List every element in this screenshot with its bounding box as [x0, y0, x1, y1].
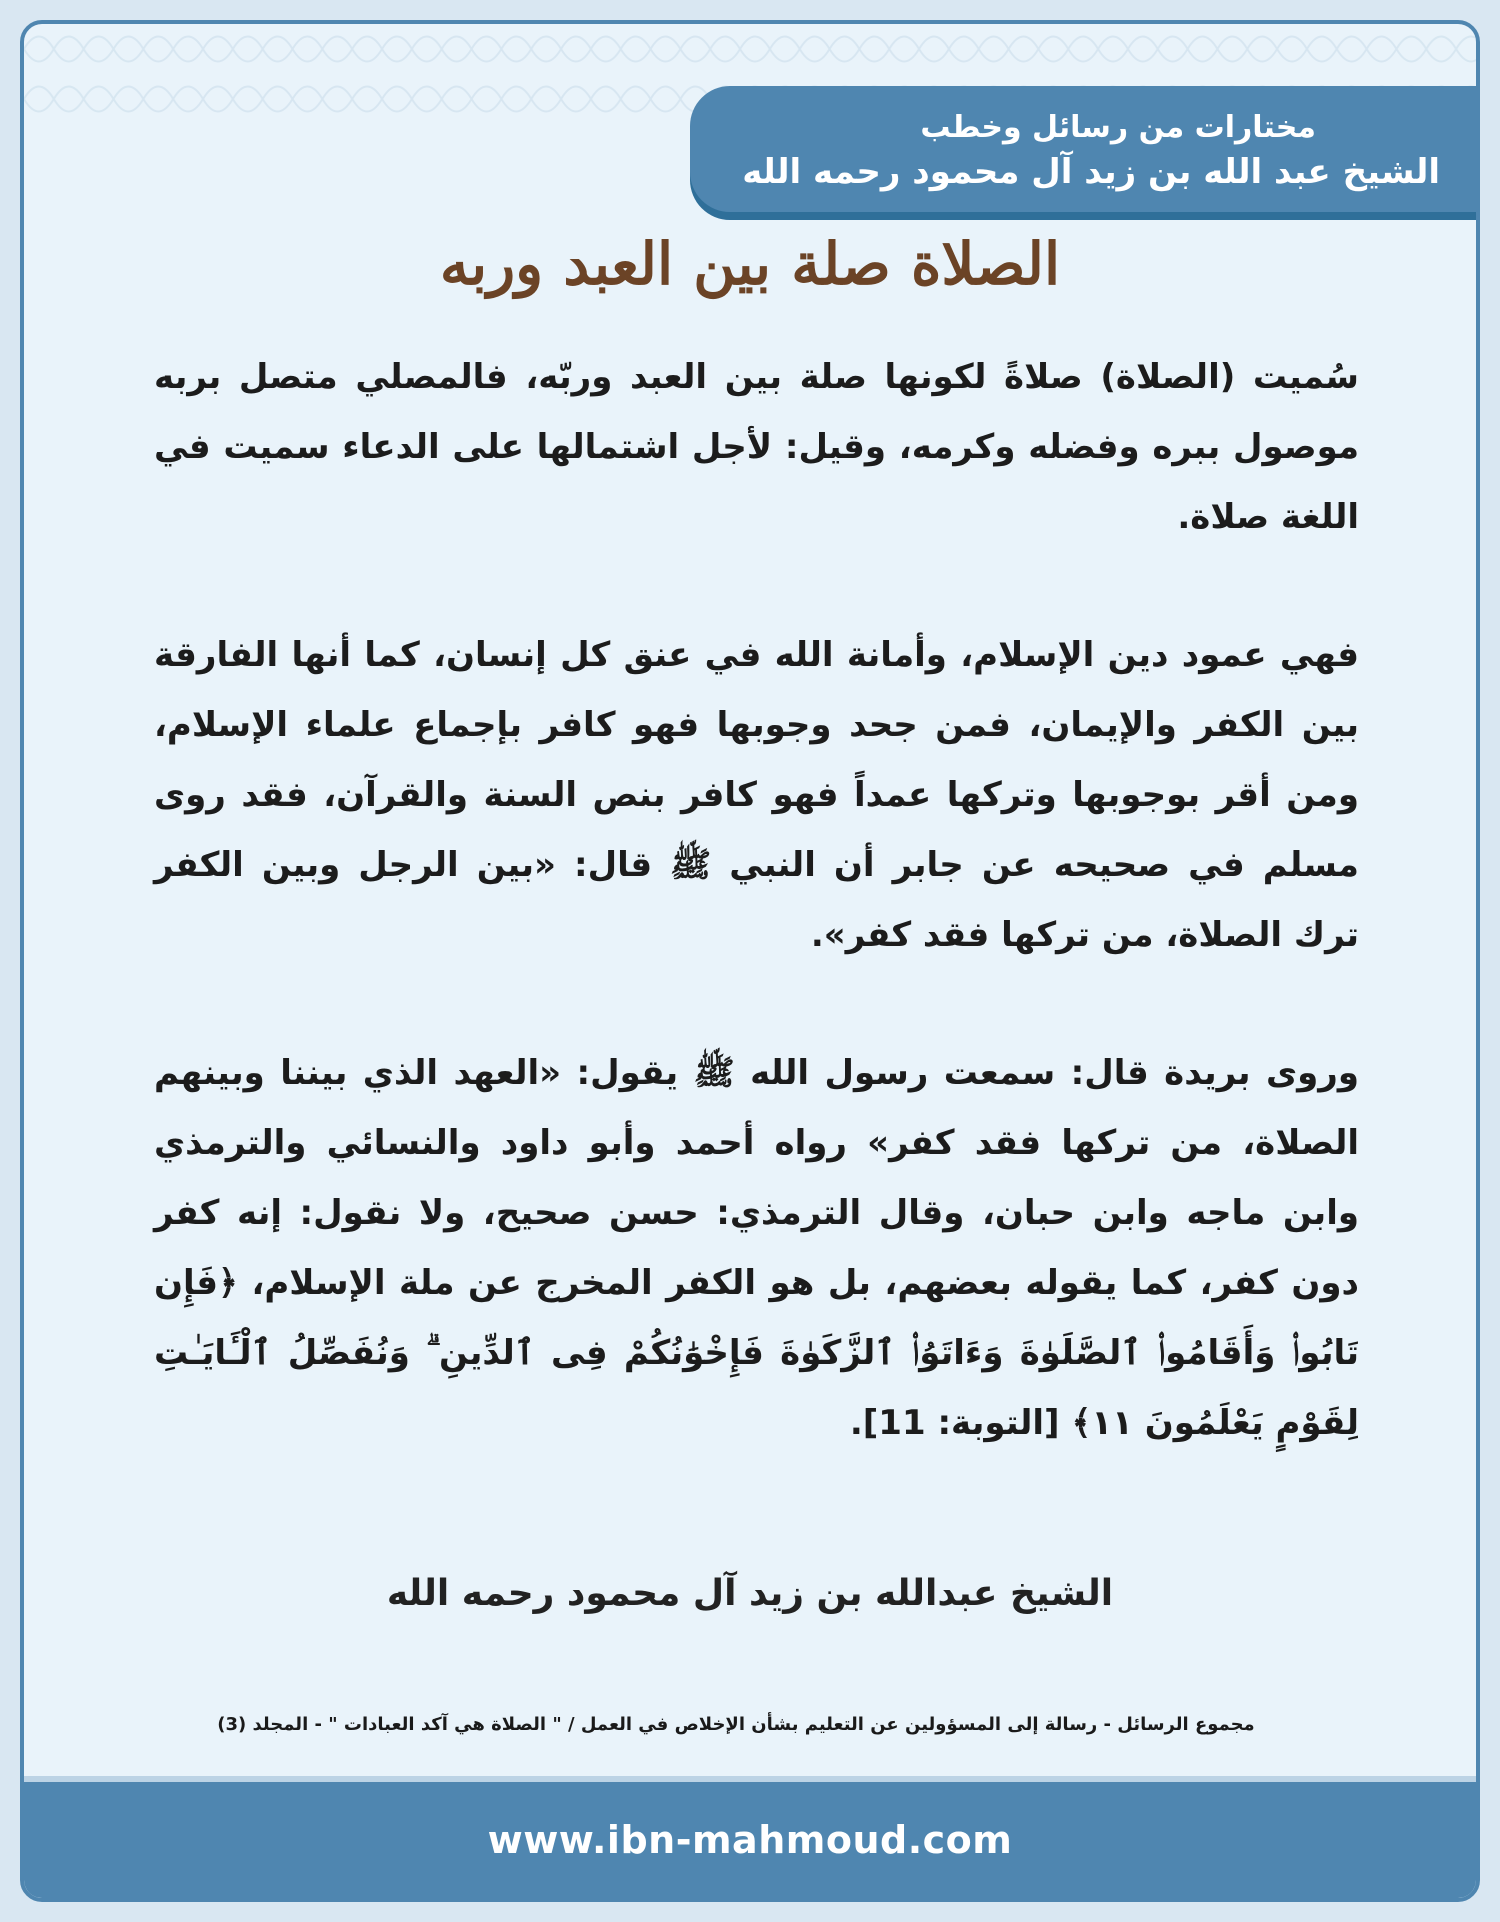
source-citation: مجموع الرسائل - رسالة إلى المسؤولين عن التعليم بشأن الإخلاص في العمل / " الصلاة هي آكد العبادات " - المجلد (3)	[217, 1714, 1255, 1735]
page-frame	[20, 20, 1480, 1902]
article-body	[154, 342, 1359, 1526]
paragraph-1: سُميت (الصلاة) صلاةً لكونها صلة بين العبد وربّه، فالمصلي متصل بربه موصول ببره وفضله وكرمه، وقيل: لأجل اشتمالها على الدعاء سميت في اللغة صلاة.	[154, 357, 1359, 537]
website-link[interactable]: www.ibn-mahmoud.com	[487, 1818, 1013, 1862]
quran-reference: [التوبة: 11].	[849, 1403, 1060, 1443]
paragraph-3	[154, 1038, 1359, 1458]
footer-bar	[24, 1776, 1476, 1898]
header-subtitle: مختارات من رسائل وخطب	[920, 110, 1316, 145]
signature: الشيخ عبدالله بن زيد آل محمود رحمه الله	[386, 1573, 1114, 1614]
page-title: الصلاة صلة بين العبد وربه	[439, 230, 1061, 298]
paragraph-3-text: وروى بريدة قال: سمعت رسول الله ﷺ يقول: «العهد الذي بيننا وبينهم الصلاة، من تركها فقد كفر» رواه أحمد وأبو داود والنسائي والترمذي وابن ماجه وابن حبان، وقال الترمذي: حسن صحيح، ولا نقول: إنه كفر دون كفر، كما يقوله بعضهم، بل هو الكفر المخرج عن ملة الإسلام، ﴿فَإِن تَابُوا۟ وَأَقَامُوا۟ ٱلصَّلَوٰةَ وَءَاتَوُا۟ ٱلزَّكَوٰةَ فَإِخْوَٰنُكُمْ فِى ٱلدِّينِ ۗ وَنُفَصِّلُ ٱلْـَٔايَـٰتِ لِقَوْمٍ يَعْلَمُونَ ١١﴾	[154, 1053, 1359, 1443]
paragraph-2: فهي عمود دين الإسلام، وأمانة الله في عنق كل إنسان، كما أنها الفارقة بين الكفر والإيمان، فمن جحد وجوبها فهو كافر بإجماع علماء الإسلام، ومن أقر بوجوبها وتركها عمداً فهو كافر بنص السنة والقرآن، فقد روى مسلم في صحيحه عن جابر أن النبي ﷺ قال: «بين الرجل وبين الكفر ترك الصلاة، من تركها فقد كفر».	[154, 635, 1359, 955]
header-author: الشيخ عبد الله بن زيد آل محمود رحمه الله	[742, 152, 1440, 192]
header-banner	[690, 86, 1476, 212]
